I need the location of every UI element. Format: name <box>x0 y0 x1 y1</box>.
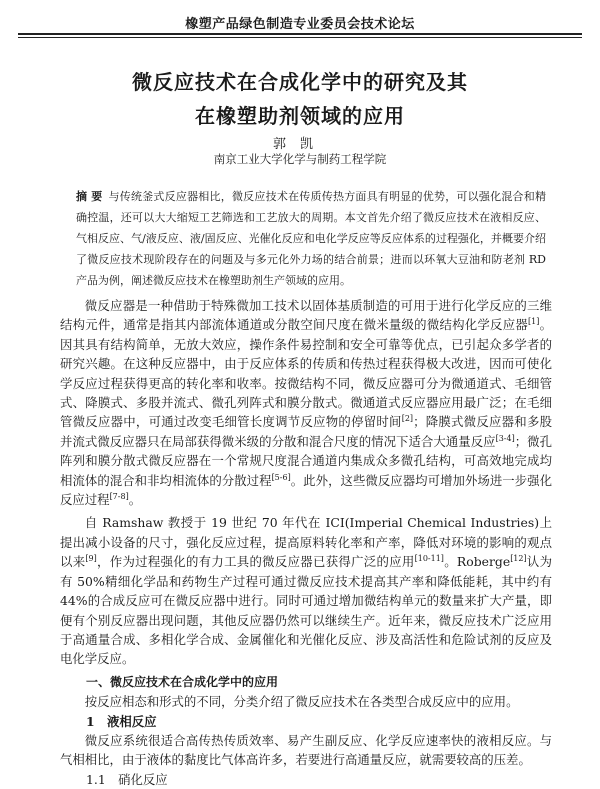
p1-text-e: 。此外，这些微反应器均可增加外场进一步强化反应过程 <box>60 472 553 508</box>
title-line-2: 在橡塑助剂领域的应用 <box>195 104 405 128</box>
header-rule-thick <box>18 33 582 35</box>
section-1-intro: 按反应相态和形式的不同，分类介绍了微反应技术在各类型合成反应中的应用。 <box>84 694 519 710</box>
header-rule-thin <box>18 37 582 38</box>
citation: [12] <box>510 554 527 564</box>
running-header <box>0 0 600 44</box>
citation: [10-11] <box>414 554 444 564</box>
abstract-label: 摘 要 <box>76 190 103 203</box>
citation: [5-6] <box>271 472 291 482</box>
running-header-text: 橡塑产品绿色制造专业委员会技术论坛 <box>185 17 415 32</box>
author: 郭凯 <box>272 137 327 152</box>
abstract <box>76 186 546 291</box>
citation: [1] <box>528 317 540 327</box>
p1-text-c: ；降膜式微反应器和多股并流式微反应器只在局部获得微米级的分散和混合尺度的情况下适合大通量反应 <box>60 414 553 449</box>
subsection-heading-1: 1 液相反应 <box>86 713 157 729</box>
p1-text-f: 。 <box>128 492 142 508</box>
paragraph-3: 微反应系统很适合高传热传质效率、易产生副反应、化学反应速率快的液相反应。与气相相比，由于液体的黏度比气体高许多，若要进行高通量反应，就需要较高的压差。 <box>60 732 552 768</box>
paragraph-1 <box>60 296 552 509</box>
section-heading-1: 一、微反应技术在合成化学中的应用 <box>86 674 279 689</box>
p2-text-d: 认为有 50%精细化学品和药物生产过程可通过微反应技术提高其产率和降低能耗，其中约有 44%的合成反应可在微反应器中进行。同时可通过增加微结构单元的数量来扩大产量，即便有个别反应器出现问题，其他反应器仍然可以继续生产。近年来，微反应技术广泛应用于高通量合成、多相化学合成、金属催化和光催化反应、涉及高活性和危险试剂的反应及电化学反应。 <box>60 554 553 667</box>
abstract-text: 与传统釜式反应器相比，微反应技术在传质传热方面具有明显的优势，可以强化混合和精确控温，还可以大大缩短工艺筛选和工艺放大的周期。本文首先介绍了微反应技术在液相反应、气相反应、气/液反应、液/固反应、光催化反应和电化学反应等反应体系的过程强化，并概要介绍了微反应技术现阶段存在的问题及与多元化外力场的结合前景；进而以环氧大豆油和防老剂 RD 产品为例，阐述微反应技术在橡塑助剂生产领域的应用。 <box>76 190 546 287</box>
subsubsection-heading-1-1: 1.1 硝化反应 <box>86 771 168 787</box>
p2-text-a: 自 Ramshaw 教授于 19 世纪 70 年代在 ICI(Imperial Chemical Industries)上提出减小设备的尺寸，强化反应过程，提高原料转化率和产率，降低对环境的影响的观点以来 <box>60 515 552 570</box>
title-line-1: 微反应技术在合成化学中的研究及其 <box>132 70 468 94</box>
p2-text-b: ，作为过程强化的有力工具的微反应器已获得广泛的应用 <box>96 554 415 570</box>
citation: [7-8] <box>109 491 129 501</box>
paragraph-2 <box>60 513 552 668</box>
p1-text-a: 微反应器是一种借助于特殊微加工技术以固体基质制造的可用于进行化学反应的三维结构元件，通常是指其内部流体通道或分散空间尺度在微米量级的微结构化学反应器 <box>60 298 552 333</box>
citation: [9] <box>85 554 97 564</box>
p2-text-c: 。Roberge <box>443 554 511 570</box>
citation: [3-4] <box>495 433 515 443</box>
main-body <box>60 296 552 789</box>
affiliation: 南京工业大学化学与制药工程学院 <box>213 152 387 166</box>
p1-text-b: 。因其具有结构简单，无放大效应，操作条件易控制和安全可靠等优点，已引起众多学者的研究兴趣。在这种反应器中，由于反应体系的传质和传热过程获得极大改进，因而可使化学反应过程获得更高的转化率和收率。按微结构不同，微反应器可分为微通道式、毛细管式、降膜式、多股并流式、微孔列阵式和膜分散式。微通道式反应器应用最广泛；在毛细管微反应器中，可通过改变毛细管长度调节反应物的停留时间 <box>60 317 553 430</box>
citation: [2] <box>401 414 414 424</box>
p1-text-d: ；微孔阵列和膜分散式微反应器在一个常规尺度混合通道内集成众多微孔结构，可高效地完成均相流体的混合和非均相流体的分散过程 <box>60 433 553 488</box>
